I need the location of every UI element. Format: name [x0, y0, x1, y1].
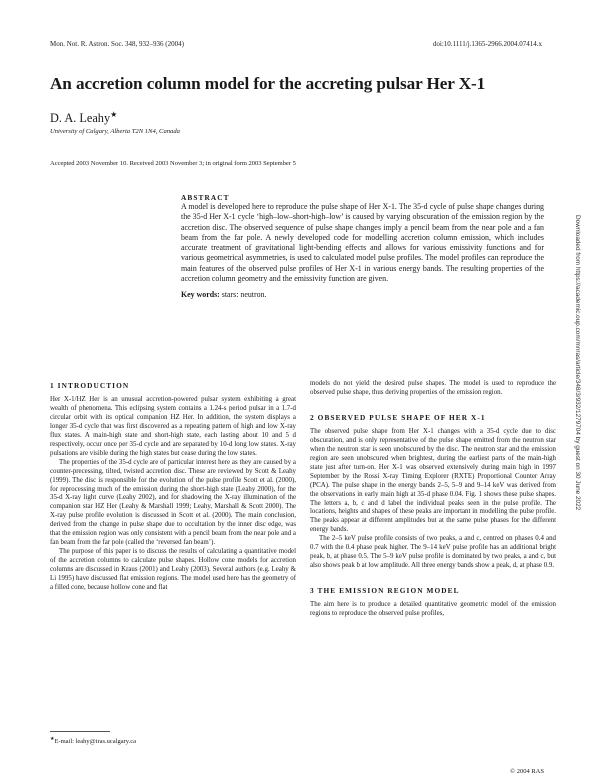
- section-3-heading: 3 THE EMISSION REGION MODEL: [310, 586, 460, 596]
- download-watermark: Downloaded from https://academic.oup.com/mnras/article/348/3/932/1279704 by guest on 30 June 2022: [574, 215, 581, 511]
- intro-paragraph-3: The purpose of this paper is to discuss the results of calculating a quantitative model of the accretion columns to calculate pulse shapes. Hollow cone models for accretion columns are discussed in Kraus (2001) and Leahy (2003). Several authors (e.g. Leahy & Li 1995) have discussed flat emission regions. The model used here has the geometry of a filled cone, because hollow cone and flat: [50, 548, 296, 592]
- footnote: [50, 736, 136, 745]
- section-2-paragraph-1: The observed pulse shape from Her X-1 changes with a 35-d cycle due to disc obscuration, and is only representative of the pulse shape emitted from the neutron star when the neutron star is seen unobscured by the disc. The neutron star and the emission region are seen unobscured when brightest, during the earliest parts of the main-high state just after turn-on. Her X-1 was observed extensively during main high in 1997 September by the Rossi X-ray Timing Explorer (RXTE) Proportional Counter Array (PCA). The pulse shape in the energy bands 2–5, 5–9 and 9–14 keV was derived from the observations in early main high at 35-d phase 0.04. Fig. 1 shows these pulse shapes. The letters a, b, c and d label the individual peaks seen in the pulse profile. The locations, heights and shapes of these peaks are important in modelling the pulse profile. The peaks appear at different amplitudes but at the same pulse phases for the different energy bands.: [310, 427, 556, 534]
- right-column: [310, 380, 556, 619]
- section-2-heading: 2 OBSERVED PULSE SHAPE OF HER X-1: [310, 412, 486, 422]
- left-column: [50, 381, 296, 593]
- intro-paragraph-2: The properties of the 35-d cycle are of particular interest here as they are caused by a counter-precessing, tilted, twisted accretion disc. These are reviewed by Scott & Leahy (1999). The disc is responsible for the evolution of the pulse profile Scott et al. (2000), for reprocessing much of the emission during the short-high state (Leahy 2000), for the 35-d X-ray light curve (Leahy 2002), and for shadowing the X-ray illumination of the companion star HZ Her (Leahy & Marshall 1999; Leahy, Marshall & Scott 2000). The X-ray pulse profile evolution is discussed in Scott et al. (2000). The main conclusion, derived from the change in pulse shape due to occultation by the inner disc edge, was that the emission region was only consistent with a pencil beam from the near pole and a fan beam from the far pole (called the ‘reversed fan beam’).: [50, 458, 296, 547]
- footnote-divider: [50, 731, 110, 732]
- copyright-notice: © 2004 RAS: [510, 768, 544, 775]
- contact-email[interactable]: E-mail: leahy@iras.ucalgary.ca: [54, 738, 137, 746]
- abstract: [181, 193, 544, 299]
- intro-paragraph-1: Her X-1/HZ Her is an unusual accretion-powered pulsar system exhibiting a great wealth of phenomena. This eclipsing system contains a 1.24-s period pulsar in a 1.7-d circular orbit with its optical companion HZ Her. In addition, the system displays a longer 35-d cycle that was first discovered as a repeating pattern of high and low X-ray flux states. A main-high state and short-high state, each lasting about 10 and 5 d respectively, occur once per 35-d cycle and are separated by 10-d long low states. X-ray pulsations are visible during the high states but cease during the low states.: [50, 396, 296, 457]
- keywords: [181, 290, 544, 299]
- author-name: D. A. Leahy: [50, 111, 111, 126]
- publication-dates: Accepted 2003 November 10. Received 2003 November 3; in original form 2003 September 5: [50, 160, 296, 167]
- journal-reference: Mon. Not. R. Astron. Soc. 348, 932–936 (2004): [50, 40, 184, 48]
- abstract-heading: ABSTRACT: [181, 193, 230, 202]
- section-3-paragraph-1: The aim here is to produce a detailed quantitative geometric model of the emission regions to reproduce the observed pulse profiles,: [310, 601, 556, 618]
- section-1-heading: 1 INTRODUCTION: [50, 381, 130, 390]
- author-line: [50, 110, 117, 126]
- paper-title: An accretion column model for the accreting pulsar Her X-1: [50, 74, 486, 93]
- intro-paragraph-3-continued: models do not yield the desired pulse shapes. The model is used to reproduce the observed pulse shape, thus deriving properties of the emission region.: [310, 380, 556, 396]
- footnote-mark: ★: [50, 737, 55, 742]
- section-2-paragraph-2: The 2–5 keV pulse profile consists of two peaks, a and c, centred on phases 0.4 and 0.7 with the 0.4 phase peak higher. The 9–14 keV pulse profile has an additional bright peak, b, at phase 0.5. The 5–9 keV pulse profile is dominated by two peaks, a and c, but also shows peak b at low amplitude. All three energy bands show a peak, d, at phase 0.9.: [310, 535, 556, 570]
- doi-link[interactable]: doi:10.1111/j.1365-2966.2004.07414.x: [432, 40, 542, 48]
- keywords-value: stars: neutron.: [221, 290, 267, 299]
- keywords-label: Key words:: [181, 290, 220, 299]
- author-affiliation: University of Calgary, Alberta T2N 1N4, Canada: [50, 128, 180, 135]
- abstract-text: A model is developed here to reproduce the pulse shape of Her X-1. The 35-d cycle of pulse shape changes during the 35-d Her X-1 cycle ‘high–low–short-high–low’ is caused by varying obscuration of the emission region by the accretion disc. The observed sequence of pulse shape changes imply a pencil beam from the near pole and a fan beam from the far pole. A newly developed code for modelling accretion column emission, which includes accurate treatment of gravitational light-bending effects and allows for various emissivity functions and for various geometrical asymmetries, is used to calculated model pulse profiles. The model profiles can reproduce the main features of the observed pulse profiles of Her X-1 in various energy bands. The resulting properties of the accretion column geometry and the emissivity function are given.: [181, 202, 544, 283]
- author-footnote-mark[interactable]: ★: [110, 110, 118, 119]
